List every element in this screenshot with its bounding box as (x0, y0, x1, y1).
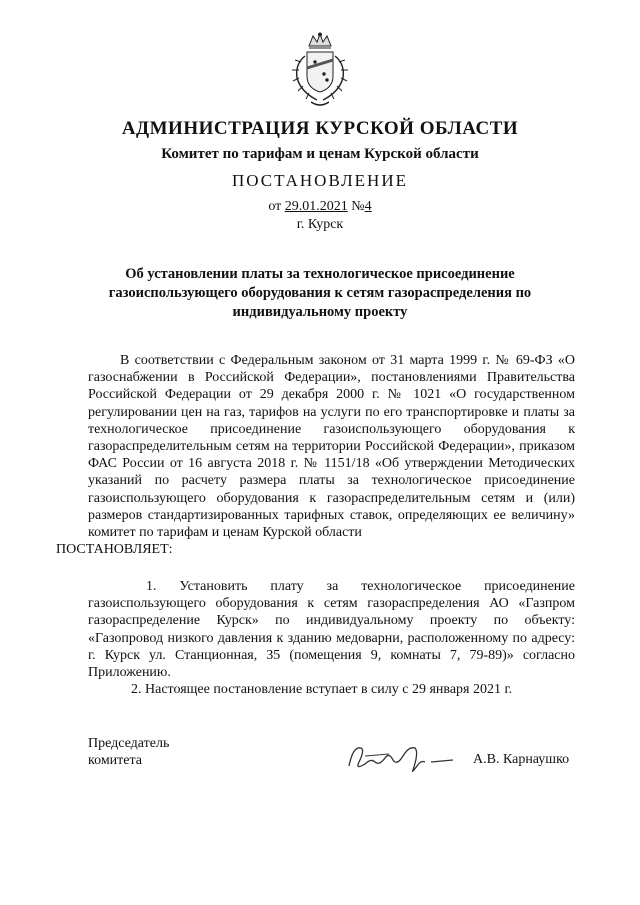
decree-word: ПОСТАНОВЛЯЕТ: (56, 542, 173, 558)
preamble-paragraph (56, 352, 575, 558)
item-1: 1. Установить плату за технологическое присоединение газоиспользующего оборудования к сетям газораспределения АО «Газпром газораспределение Курск» по индивидуальному проекту по объекту: «Газопровод низкого давления к зданию медоварни, расположенному по адресу: г. Курск ул. Станционная, 35 (помещения 9, комнаты 7, 79-89)» согласно Приложению. (88, 579, 575, 681)
signer-name: А.В. Карнаушко (473, 752, 570, 767)
preamble-text: В соответствии с Федеральным законом от 31 марта 1999 г. № 69-ФЗ «О газоснабжении в Российской Федерации», постановлениями Правительства Российской Федерации от 29 декабря 2000 г. № 1021 «О государственном регулировании цен на газ, тарифов на услуги по его транспортировке и платы за технологическое присоединение газоиспользующего оборудования к газораспределительным сетям на территории Российской Федерации», приказом ФАС России от 16 августа 2018 г. № 1151/18 «Об утверждении Методических указаний по расчету размера платы за технологическое присоединение газоиспользующего оборудования к газораспределительным сетям и (или) размеров стандартизированных тарифных ставок, определяющих ее величину» комитет по тарифам и ценам Курской области (88, 353, 575, 541)
kursk-coat-of-arms-icon (287, 32, 353, 110)
item-2: 2. Настоящее постановление вступает в силу с 29 января 2021 г. (131, 682, 513, 697)
handwritten-signature (345, 736, 465, 776)
signer-title-line1: Председатель (88, 736, 170, 751)
city: г. Курск (296, 217, 344, 232)
document-subject: Об установлении платы за технологическое присоединение газоиспользующего оборудования к сетям газораспределения по индивидуальному проекту (108, 266, 532, 320)
date-prefix: от (268, 199, 282, 214)
number-prefix: № (351, 199, 365, 214)
signer-title-line2: комитета (88, 753, 143, 768)
administration-title: АДМИНИСТРАЦИЯ КУРСКОЙ ОБЛАСТИ (121, 118, 519, 139)
document-type: ПОСТАНОВЛЕНИЕ (231, 171, 408, 190)
document-date: 29.01.2021 (284, 199, 348, 214)
date-number-line (0, 199, 640, 215)
signer-title (88, 735, 169, 769)
document-number: 4 (364, 199, 372, 214)
committee-name: Комитет по тарифам и ценам Курской области (161, 146, 479, 162)
